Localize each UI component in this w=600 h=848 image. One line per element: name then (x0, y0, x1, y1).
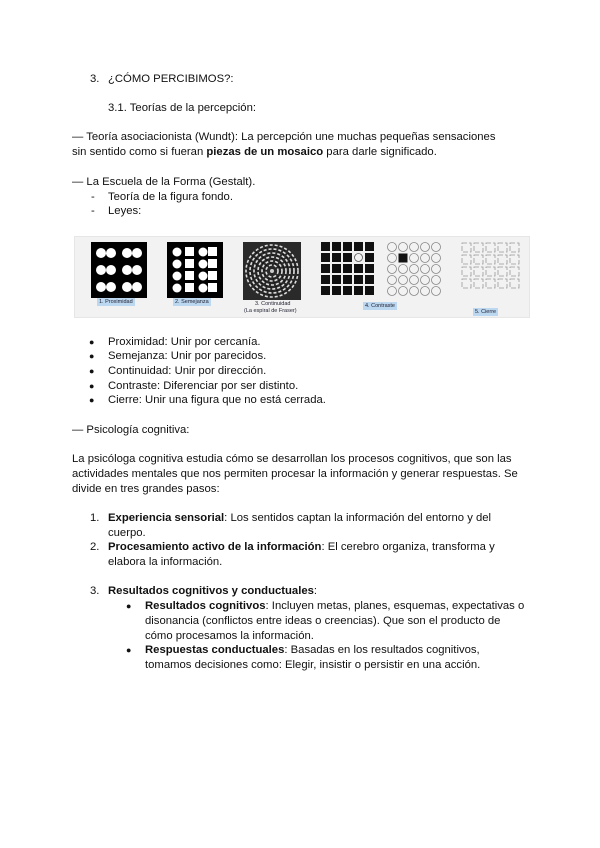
proximity-illustration (91, 242, 147, 298)
closure-illustration (461, 242, 523, 298)
resultado-item: ● Resultados cognitivos: Incluyen metas, planes, esquemas, expectativas o disonancia (conflictos entre ideas o creencias). Que son el producto de cómo procesamos la información. (126, 600, 525, 642)
asociacionista-suffix: para darle significado. (323, 146, 437, 158)
gestalt-laws-figure (74, 236, 530, 318)
paso-item: 1. Experiencia sensorial: Los sentidos captan la información del entorno y del cuerpo. (90, 512, 492, 539)
ley-item: ● Semejanza: Unir por parecidos. (89, 350, 267, 362)
heading-text: ¿CÓMO PERCIBIMOS?: (108, 73, 234, 85)
similarity-illustration (167, 242, 223, 298)
paso-item: 3. Resultados cognitivos y conductuales: (90, 585, 318, 597)
caption-semejanza: 2. Semejanza (175, 299, 209, 305)
contrast-circles-illustration (387, 242, 447, 298)
cognitiva-intro: La psicóloga cognitiva estudia cómo se desarrollan los procesos cognitivos, que son las actividades mentales que nos permiten procesar la información y generar respuestas. Se divide en tres grandes pasos: (72, 453, 518, 495)
caption-continuidad: 3. Continuidad (255, 301, 291, 307)
caption-proximidad: 1. Proximidad (99, 299, 133, 305)
caption-cierre: 5. Cierre (475, 309, 497, 315)
cognitiva-title: — Psicología cognitiva: (72, 424, 190, 436)
resultado-item: ● Respuestas conductuales: Basadas en los resultados cognitivos, tomamos decisiones como: Elegir, insistir o persistir en una acción. (126, 644, 481, 671)
ley-item: ● Contraste: Diferenciar por ser distinto. (89, 380, 299, 392)
contrast-squares-illustration (321, 242, 385, 298)
ley-item: ● Cierre: Unir una figura que no está cerrada. (89, 394, 326, 406)
subheading: 3.1. Teorías de la percepción: (108, 102, 257, 114)
ley-item: ● Continuidad: Unir por dirección. (89, 365, 267, 377)
fraser-spiral-illustration (243, 242, 301, 300)
paso-item: 2. Procesamiento activo de la información: El cerebro organiza, transforma y elabora la información. (90, 541, 495, 568)
ley-item: ● Proximidad: Unir por cercanía. (89, 336, 261, 348)
gestalt-item: - Teoría de la figura fondo. (91, 191, 233, 203)
asociacionista-paragraph (72, 130, 512, 160)
gestalt-title: — La Escuela de la Forma (Gestalt). (72, 176, 256, 188)
gestalt-item: - Leyes: (91, 205, 142, 217)
section-heading (90, 72, 234, 87)
asociacionista-bold: piezas de un mosaico (206, 146, 324, 158)
caption-contraste: 4. Contraste (365, 303, 395, 309)
asociacionista-prefix: — Teoría asociacionista (Wundt): La percepción une muchas pequeñas sensaciones sin sentido como si fueran (72, 131, 496, 158)
caption-fraser: (La espiral de Fraser) (244, 308, 297, 314)
heading-number: 3. (90, 73, 100, 85)
